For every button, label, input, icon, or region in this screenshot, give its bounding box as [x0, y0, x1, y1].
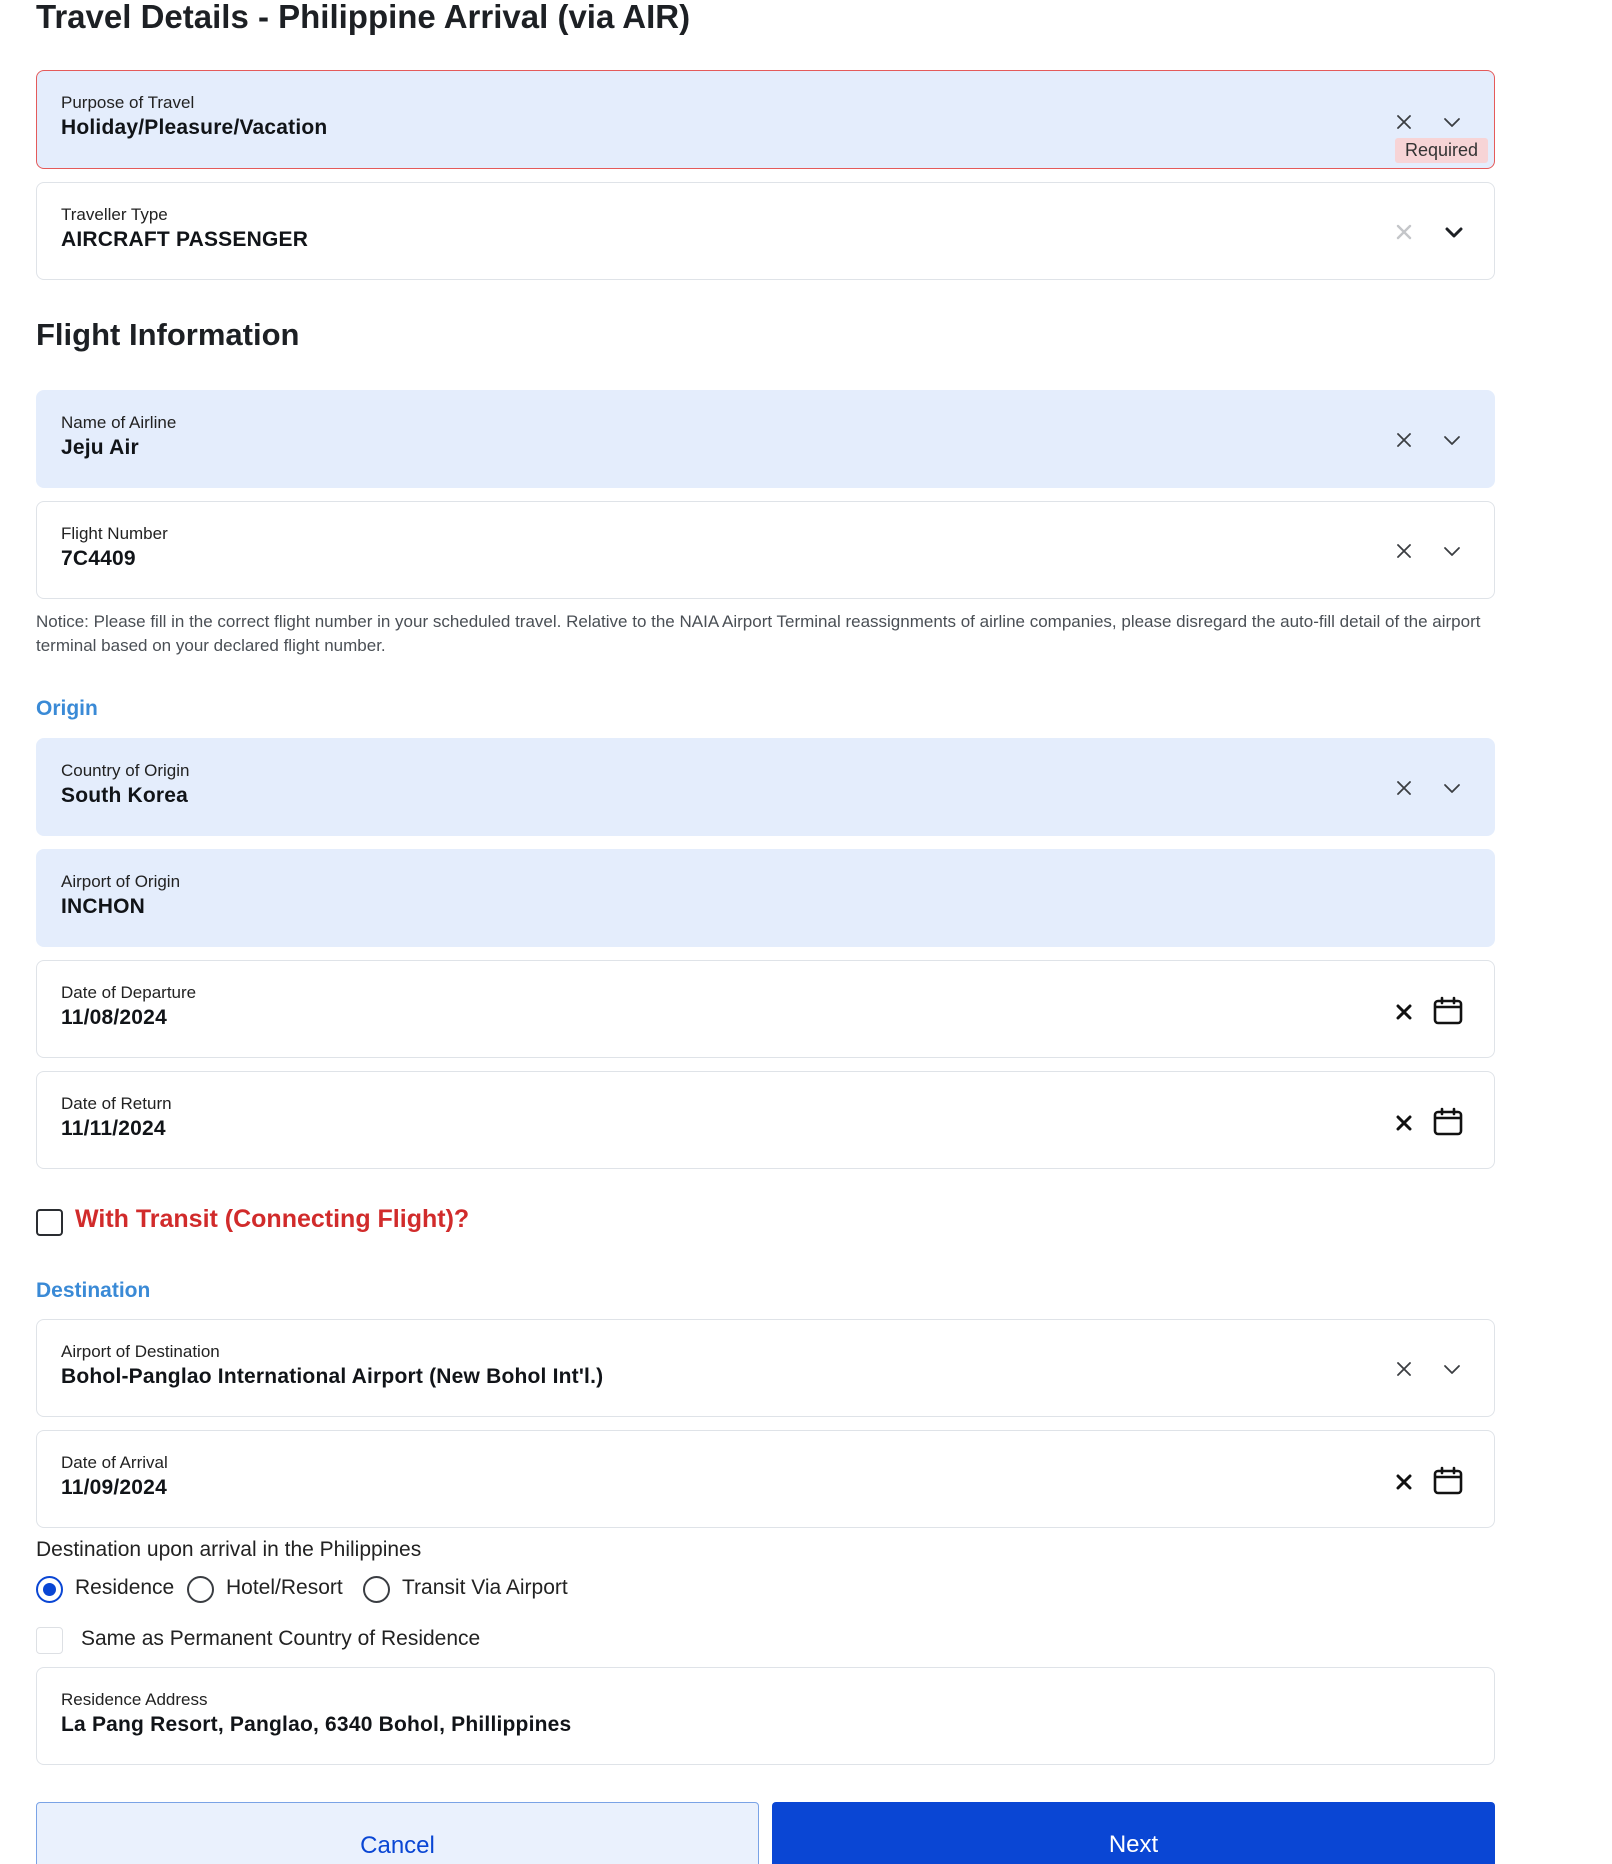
radio-transit-via-airport-label[interactable]: Transit Via Airport: [402, 1576, 568, 1599]
required-badge: Required: [1395, 138, 1488, 163]
calendar-icon[interactable]: [1432, 1465, 1464, 1497]
destination-heading: Destination: [36, 1279, 151, 1302]
airport-of-destination-label: Airport of Destination: [61, 1342, 220, 1361]
departure-date-label: Date of Departure: [61, 983, 197, 1002]
radio-residence[interactable]: [36, 1576, 63, 1603]
purpose-of-travel-select[interactable]: [36, 70, 1495, 169]
flight-number-select[interactable]: [36, 501, 1495, 599]
calendar-icon[interactable]: [1432, 995, 1464, 1027]
country-of-origin-select[interactable]: [36, 738, 1495, 836]
traveller-type-select[interactable]: [36, 182, 1495, 280]
arrival-date-field[interactable]: [36, 1430, 1495, 1528]
transit-label[interactable]: With Transit (Connecting Flight)?: [75, 1205, 470, 1233]
purpose-of-travel-label: Purpose of Travel: [61, 93, 195, 112]
next-button[interactable]: Next: [772, 1802, 1495, 1864]
airport-of-origin-value: INCHON: [61, 895, 146, 918]
airline-label: Name of Airline: [61, 413, 177, 432]
radio-hotel-resort[interactable]: [187, 1576, 214, 1603]
departure-date-field[interactable]: [36, 960, 1495, 1058]
clear-icon[interactable]: [1392, 110, 1416, 134]
clear-icon[interactable]: [1392, 1000, 1416, 1024]
airline-select[interactable]: [36, 390, 1495, 488]
departure-date-value: 11/08/2024: [61, 1006, 167, 1029]
flight-number-value: 7C4409: [61, 547, 136, 570]
arrival-date-label: Date of Arrival: [61, 1453, 168, 1472]
destination-upon-arrival-label: Destination upon arrival in the Philippines: [36, 1538, 422, 1561]
clear-icon[interactable]: [1392, 1111, 1416, 1135]
chevron-down-icon[interactable]: [1440, 539, 1464, 563]
airport-of-destination-select[interactable]: [36, 1319, 1495, 1417]
radio-transit-via-airport[interactable]: [363, 1576, 390, 1603]
arrival-date-value: 11/09/2024: [61, 1476, 167, 1499]
same-as-residence-label[interactable]: Same as Permanent Country of Residence: [81, 1627, 481, 1650]
flight-number-notice: Notice: Please fill in the correct flight number in your scheduled travel. Relative to the NAIA Airport Terminal reassignments of airline companies, please disregard the auto-fill detail of the airport terminal based on your declared flight number.: [36, 612, 1481, 655]
flight-number-label: Flight Number: [61, 524, 168, 543]
country-of-origin-label: Country of Origin: [61, 761, 190, 780]
residence-address-field[interactable]: [36, 1667, 1495, 1765]
same-as-residence-checkbox[interactable]: [36, 1627, 63, 1654]
airport-of-destination-value: Bohol-Panglao International Airport (New Bohol Int'l.): [61, 1365, 604, 1388]
transit-checkbox[interactable]: [36, 1209, 63, 1236]
traveller-type-label: Traveller Type: [61, 205, 168, 224]
residence-address-label: Residence Address: [61, 1690, 208, 1709]
airport-of-origin-field[interactable]: [36, 849, 1495, 947]
clear-icon[interactable]: [1392, 1470, 1416, 1494]
chevron-down-icon[interactable]: [1440, 1357, 1464, 1381]
clear-icon[interactable]: [1392, 776, 1416, 800]
airline-value: Jeju Air: [61, 436, 139, 459]
cancel-button[interactable]: Cancel: [36, 1802, 759, 1864]
return-date-field[interactable]: [36, 1071, 1495, 1169]
purpose-of-travel-value: Holiday/Pleasure/Vacation: [61, 116, 328, 139]
country-of-origin-value: South Korea: [61, 784, 189, 807]
residence-address-value: La Pang Resort, Panglao, 6340 Bohol, Phillippines: [61, 1713, 572, 1736]
flight-information-heading: Flight Information: [36, 317, 300, 352]
airport-of-origin-label: Airport of Origin: [61, 872, 181, 891]
page-title: Travel Details - Philippine Arrival (via AIR): [36, 0, 691, 35]
clear-icon[interactable]: [1392, 220, 1416, 244]
return-date-value: 11/11/2024: [61, 1117, 166, 1140]
chevron-down-icon[interactable]: [1440, 428, 1464, 452]
return-date-label: Date of Return: [61, 1094, 172, 1113]
traveller-type-value: AIRCRAFT PASSENGER: [61, 228, 309, 251]
clear-icon[interactable]: [1392, 539, 1416, 563]
clear-icon[interactable]: [1392, 428, 1416, 452]
radio-residence-label[interactable]: Residence: [75, 1576, 175, 1599]
origin-heading: Origin: [36, 697, 98, 720]
chevron-down-icon[interactable]: [1442, 220, 1466, 244]
radio-hotel-resort-label[interactable]: Hotel/Resort: [226, 1576, 343, 1599]
calendar-icon[interactable]: [1432, 1106, 1464, 1138]
clear-icon[interactable]: [1392, 1357, 1416, 1381]
chevron-down-icon[interactable]: [1440, 776, 1464, 800]
chevron-down-icon[interactable]: [1440, 110, 1464, 134]
